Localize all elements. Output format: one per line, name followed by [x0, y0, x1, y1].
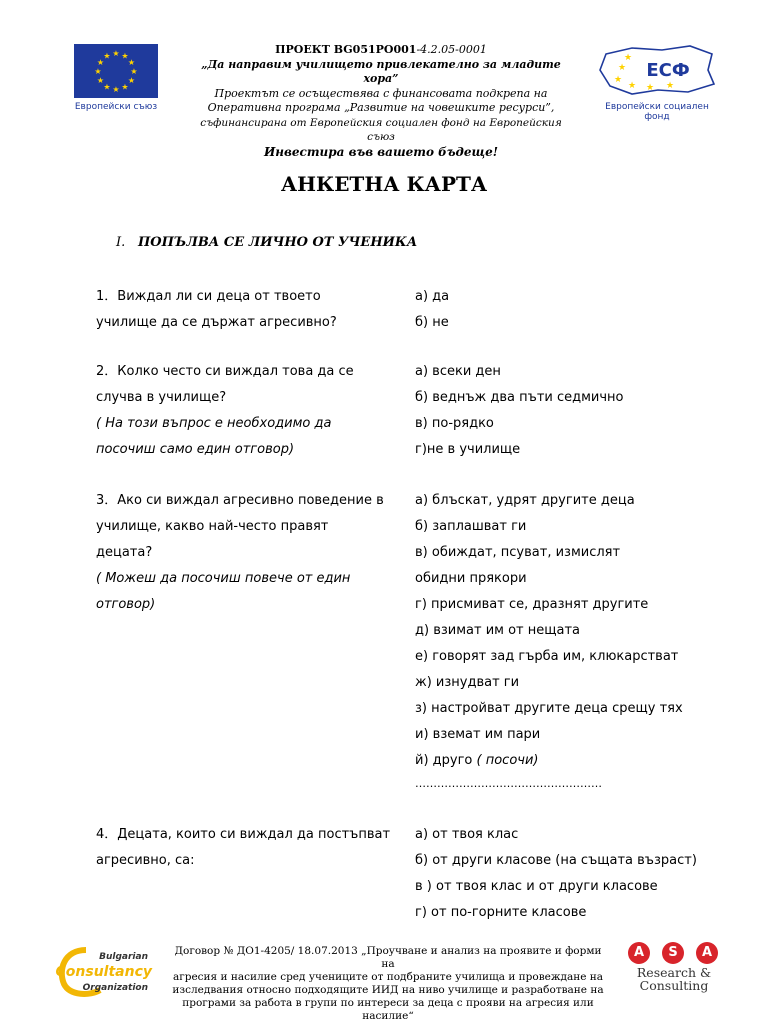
- section-heading: [116, 235, 417, 250]
- question-2-answers: [415, 359, 735, 463]
- project-name: „Да направим училището привлекателно за младите хора”: [201, 57, 561, 85]
- esf-logo-label: Европейски социален фонд: [605, 102, 709, 122]
- asa-logo: [624, 940, 724, 1000]
- answer-option: б) не: [415, 315, 449, 330]
- bco-logo-line-2: Consultancy: [56, 964, 152, 980]
- fill-in-line: ……………………………………………: [415, 777, 602, 790]
- question-4: [96, 822, 396, 874]
- svg-text:★: ★: [96, 58, 105, 67]
- project-code: ПРОЕКТ BG051PO001: [275, 43, 417, 56]
- question-2-line: случва в училище?: [96, 390, 227, 405]
- answer-option: г)не в училище: [415, 442, 521, 457]
- svg-text:★: ★: [613, 75, 623, 85]
- svg-text:★: ★: [94, 67, 102, 76]
- answer-option: е) говорят зад гърба им, клюкарстват: [415, 649, 679, 664]
- svg-text:★: ★: [617, 63, 627, 73]
- section-label: ПОПЪЛВА СЕ ЛИЧНО ОТ УЧЕНИКА: [138, 235, 418, 250]
- question-3-line: училище, какво най-често правят: [96, 519, 329, 534]
- question-3-note: отговор): [96, 597, 156, 612]
- footer-line: изследвания относно подходящите ИИД на ниво училище и разработване на: [172, 984, 604, 996]
- footer-line: програми за работа в групи по интереси за деца с прояви на агресия или насилие“: [182, 997, 594, 1022]
- footer-line: Договор № ДО1-4205/ 18.07.2013 „Проучване и анализ на проявите и форми на: [174, 945, 602, 970]
- bco-logo-line-3: Organization: [82, 983, 148, 993]
- answer-option: в) по-рядко: [415, 416, 494, 431]
- answer-option: б) веднъж два пъти седмично: [415, 390, 624, 405]
- svg-text:★: ★: [645, 83, 655, 93]
- project-info: [186, 43, 576, 159]
- question-3-line: 3．Ако си виждал агресивно поведение в: [96, 493, 384, 508]
- answer-option: б) заплашват ги: [415, 519, 527, 534]
- svg-text:★: ★: [130, 67, 138, 76]
- question-2-line: 2．Колко често си виждал това да се: [96, 364, 354, 379]
- answer-option: а) всеки ден: [415, 364, 501, 379]
- question-2-note: ( На този въпрос е необходимо да: [96, 416, 332, 431]
- question-1-line: 1．Виждал ли си деца от твоето: [96, 289, 321, 304]
- svg-text:★: ★: [623, 53, 633, 63]
- funding-line-3: съфинансирана от Европейския социален фонд на Европейския съюз: [200, 116, 562, 143]
- asa-letter: A: [696, 942, 718, 964]
- question-3-answers: [415, 488, 735, 794]
- question-3-line: децата?: [96, 545, 153, 560]
- svg-text:★: ★: [103, 51, 111, 61]
- answer-option: д) взимат им от нещата: [415, 623, 580, 638]
- answer-option: а) от твоя клас: [415, 827, 519, 842]
- document-title: АНКЕТНА КАРТА: [280, 172, 488, 196]
- eu-logo-label: Европейски съюз: [74, 102, 158, 112]
- question-2: [96, 359, 396, 463]
- asa-subtitle: [626, 966, 722, 992]
- question-1-line: училище да се държат агресивно?: [96, 315, 337, 330]
- answer-option: б) от други класове (на същата възраст): [415, 853, 697, 868]
- eu-flag-icon: [74, 44, 158, 98]
- svg-text:★: ★: [665, 81, 675, 91]
- eu-logo: [72, 44, 160, 118]
- question-4-answers: [415, 822, 735, 926]
- svg-text:★: ★: [127, 76, 136, 85]
- question-1-answers: [415, 284, 735, 336]
- section-number: I.: [116, 235, 126, 250]
- asa-subtitle-line: Consulting: [639, 978, 709, 993]
- footer-contract: [168, 945, 608, 1023]
- question-1: [96, 284, 396, 336]
- project-code-suffix: -4.2.05-0001: [416, 43, 487, 56]
- svg-text:★: ★: [121, 51, 129, 61]
- question-3: [96, 488, 396, 618]
- svg-text:★: ★: [112, 49, 120, 58]
- other-note: ( посочи): [476, 753, 539, 768]
- slogan: Инвестира във вашето бъдеще!: [263, 144, 499, 159]
- answer-option: г) присмиват се, дразнят другите: [415, 597, 649, 612]
- svg-text:★: ★: [96, 76, 105, 85]
- answer-option: в ) от твоя клас и от други класове: [415, 879, 658, 894]
- asa-letter: A: [628, 942, 650, 964]
- svg-text:★: ★: [627, 81, 637, 91]
- answer-option-other: [415, 748, 735, 774]
- svg-text:★: ★: [121, 82, 129, 92]
- answer-option: ж) изнудват ги: [415, 675, 520, 690]
- esf-logo-text: ЕСФ: [646, 60, 690, 81]
- question-4-line: 4．Децата, които си виждал да постъпват: [96, 827, 391, 842]
- other-label: й) друго: [415, 753, 473, 768]
- question-3-note: ( Можеш да посочиш повече от един: [96, 571, 351, 586]
- esf-logo: [592, 40, 722, 122]
- funding-line-1: Проектът се осъществява с финансовата подкрепа на: [214, 86, 548, 100]
- svg-text:★: ★: [112, 85, 120, 94]
- answer-option: в) обиждат, псуват, измислят: [415, 545, 621, 560]
- funding-line-2: Оперативна програма „Развитие на човешките ресурси”,: [207, 101, 555, 114]
- answer-option: а) да: [415, 289, 450, 304]
- bco-logo-line-1: Bulgarian: [99, 952, 148, 962]
- footer-line: агресия и насилие сред учениците от подбраните училища и провеждане на: [172, 971, 604, 983]
- asa-subtitle-line: Research &: [636, 965, 712, 980]
- svg-text:★: ★: [127, 58, 136, 67]
- answer-option: а) блъскат, удрят другите деца: [415, 493, 635, 508]
- answer-option: з) настройват другите деца срещу тях: [415, 701, 683, 716]
- answer-option: г) от по-горните класове: [415, 905, 587, 920]
- question-2-note: посочиш само един отговор): [96, 442, 295, 457]
- bulgarian-consultancy-logo: [56, 944, 156, 998]
- answer-option: обидни прякори: [415, 571, 527, 586]
- asa-letter: S: [662, 942, 684, 964]
- bulgaria-map-icon: [592, 40, 722, 100]
- svg-text:★: ★: [103, 82, 111, 92]
- question-4-line: агресивно, са:: [96, 853, 195, 868]
- answer-option: и) вземат им пари: [415, 727, 541, 742]
